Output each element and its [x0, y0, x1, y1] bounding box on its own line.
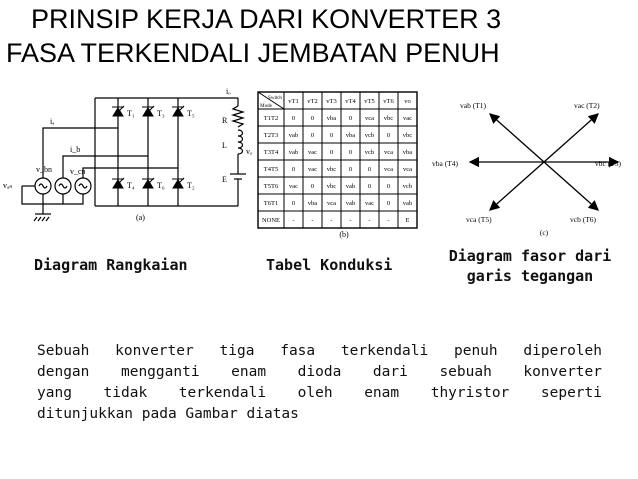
thyristor-label-t6: T₆: [157, 181, 165, 190]
table-cell: vca: [326, 200, 337, 207]
phasor-label-vbc: vbc (T3): [595, 159, 622, 168]
table-mode-cell: T5T6: [263, 183, 279, 190]
title-line-1: PRINSIP KERJA DARI KONVERTER 3: [31, 4, 502, 34]
table-cell: vbc: [326, 166, 337, 173]
thyristor-label-t4: T₄: [127, 181, 135, 190]
table-cell: vcb: [364, 149, 375, 156]
table-cell: -: [292, 217, 295, 224]
body-line-3: yang tidak terkendali oleh enam thyristor seperti: [37, 385, 602, 401]
table-cell: -: [330, 217, 333, 224]
table-cell: vca: [402, 166, 413, 173]
table-cell: 0: [310, 183, 315, 190]
resistor-label: R: [222, 116, 228, 125]
table-cell: vab: [288, 149, 299, 156]
battery-label: E: [222, 175, 227, 184]
table-cell: 0: [291, 115, 296, 122]
table-cell: 0: [348, 115, 353, 122]
circuit-diagram: [0, 86, 258, 226]
table-cell: vab: [345, 183, 356, 190]
circuit-sublabel: (a): [136, 213, 145, 222]
table-cell: vac: [364, 200, 375, 207]
body-line-4: ditunjukkan pada Gambar diatas: [37, 406, 299, 422]
table-cell: vca: [383, 149, 394, 156]
table-cell: vca: [364, 115, 375, 122]
table-cell: vab: [402, 200, 413, 207]
table-cell: vcb: [364, 132, 375, 139]
table-sublabel: (b): [339, 230, 349, 239]
thyristor-label-t5: T₅: [187, 109, 195, 118]
table-corner-bottom: Mode: [260, 104, 272, 109]
table-mode-cell: T4T5: [263, 166, 279, 173]
slide-title: [0, 2, 638, 70]
table-cell: vac: [307, 166, 318, 173]
body-paragraph: [37, 341, 602, 425]
table-cell: 0: [348, 149, 353, 156]
table-cell: 0: [291, 200, 296, 207]
conduction-table: [256, 90, 418, 240]
body-line-2: dengan mengganti enam dioda dari sebuah konverter: [37, 364, 602, 380]
table-cell: -: [368, 217, 371, 224]
thyristor-label-t2: T₂: [187, 181, 195, 190]
table-cell: vba: [345, 132, 356, 139]
table-cell: -: [311, 217, 314, 224]
source-label-van: vₐₙ: [3, 181, 13, 190]
phasor-label-vcb: vcb (T6): [570, 215, 597, 224]
phasor-label-vab: vab (T1): [460, 101, 487, 110]
table-cell: 0: [310, 132, 315, 139]
table-mode-cell: T6T1: [263, 200, 279, 207]
table-cell: vac: [402, 115, 413, 122]
current-label-ia: iₐ: [50, 117, 55, 126]
thyristor-label-t3: T₃: [157, 109, 165, 118]
table-cell: vba: [326, 115, 337, 122]
source-label-vbn: v_bn: [36, 165, 52, 174]
phasor-label-vac: vac (T2): [574, 101, 600, 110]
table-cell: 0: [329, 149, 334, 156]
table-cell: 0: [367, 183, 372, 190]
table-header-cell: vT1: [288, 98, 299, 105]
table-cell: vac: [288, 183, 299, 190]
caption-circuit: Diagram Rangkaian: [34, 256, 188, 274]
table-header-cell: vT4: [345, 98, 356, 105]
table-cell: 0: [386, 200, 391, 207]
table-cell: 0: [348, 166, 353, 173]
table-cell: 0: [386, 132, 391, 139]
caption-table: Tabel Konduksi: [266, 256, 393, 274]
caption-phasor: [430, 246, 630, 286]
table-cell: 0: [329, 132, 334, 139]
table-cell: vba: [307, 200, 318, 207]
table-cell: vbc: [402, 132, 413, 139]
table-cell: vcb: [402, 183, 413, 190]
output-voltage-label: vₒ: [246, 147, 253, 156]
table-cell: 0: [367, 166, 372, 173]
table-cell: vbc: [326, 183, 337, 190]
thyristor-label-t1: T₁: [127, 109, 135, 118]
table-cell: -: [387, 217, 390, 224]
phasor-diagram: [430, 92, 638, 240]
table-header-cell: vo: [404, 98, 411, 105]
table-cell: vab: [288, 132, 299, 139]
body-line-1: Sebuah konverter tiga fasa terkendali penuh diperoleh: [37, 343, 602, 359]
table-cell: vba: [402, 149, 413, 156]
phasor-sublabel: (c): [539, 228, 549, 237]
table-mode-cell: T2T3: [263, 132, 279, 139]
inductor-label: L: [222, 141, 227, 150]
phasor-label-vba: vba (T4): [432, 159, 459, 168]
caption-phasor-line-1: Diagram fasor dari: [448, 247, 612, 265]
current-label-ib: i_b: [70, 145, 81, 154]
table-cell: 0: [386, 183, 391, 190]
caption-phasor-line-2: garis tegangan: [466, 267, 594, 285]
table-header-cell: vT6: [383, 98, 394, 105]
table-cell: 0: [310, 115, 315, 122]
table-cell: E: [405, 217, 410, 224]
table-header-cell: vT2: [307, 98, 318, 105]
table-header-cell: vT5: [364, 98, 375, 105]
source-label-vcn: v_cn: [70, 167, 86, 176]
table-cell: vab: [345, 200, 356, 207]
table-header-cell: vT3: [326, 98, 337, 105]
table-cell: -: [349, 217, 352, 224]
output-current-label: iₒ: [226, 87, 231, 96]
title-line-2: FASA TERKENDALI JEMBATAN PENUH: [6, 38, 500, 68]
table-cell: 0: [291, 166, 296, 173]
table-cell: vac: [307, 149, 318, 156]
phasor-label-vca: vca (T5): [466, 215, 492, 224]
table-cell: vbc: [383, 115, 394, 122]
table-cell: vca: [383, 166, 394, 173]
table-corner-top: Switch: [268, 96, 282, 101]
table-mode-cell: NONE: [261, 217, 281, 224]
table-mode-cell: T3T4: [263, 149, 279, 156]
table-mode-cell: T1T2: [263, 115, 279, 122]
